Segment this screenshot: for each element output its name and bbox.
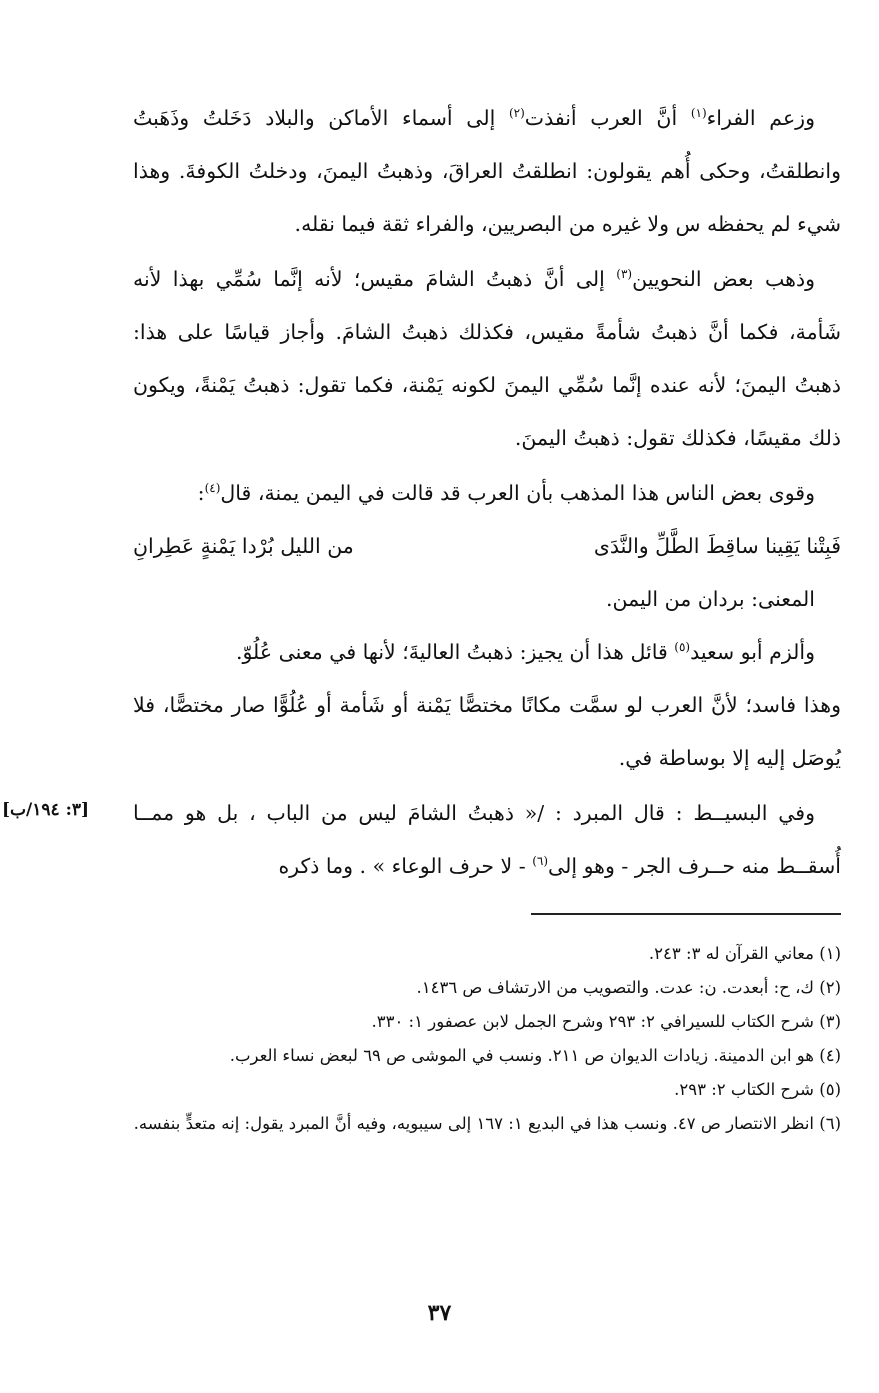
paragraph-1: [133, 92, 841, 251]
poetry-verse: [133, 520, 841, 573]
text-run: :: [197, 481, 205, 505]
footnote-5: (٥) شرح الكتاب ٢: ٢٩٣.: [674, 1080, 841, 1099]
footnote-ref-4: (٤): [204, 481, 221, 496]
footnotes: [133, 937, 841, 1141]
footnote-ref-5: (٥): [674, 640, 691, 655]
text-run: قائل هذا أن يجيز: ذهبتُ العاليةَ؛ لأنها في معنى عُلُوّ.: [235, 640, 675, 664]
text-run: - لا حرف الوعاء » . وما ذكره: [278, 854, 533, 878]
text-run: وفي البسيــط : قال المبرد : /« ذهبتُ الشامَ ليس من الباب ، بل هو ممــا أُسقــط منه حــرف الجر - وهو إلى: [133, 801, 841, 878]
paragraph-3: [133, 467, 841, 520]
page-number: ٣٧: [427, 1300, 452, 1326]
text-run: وقوى بعض الناس هذا المذهب بأن العرب قد قالت في اليمن يمنة، قال: [220, 481, 815, 505]
footnote-1: (١) معاني القرآن له ٣: ٢٤٣.: [648, 944, 841, 963]
footnote-ref-6: (٦): [532, 854, 549, 869]
manuscript-folio-marker: [٣: ١٩٤/ب]: [2, 800, 90, 820]
paragraph-4: [133, 626, 841, 679]
verse-second-hemistich: من الليل بُرْدا يَمْنةٍ عَطِرانِ: [133, 534, 354, 558]
meaning-line: المعنى: بردان من اليمن.: [606, 587, 815, 611]
footnote-2: (٢) ك، ح: أبعدت. ن: عدت. والتصويب من الارتشاف ص ١٤٣٦.: [416, 978, 841, 997]
paragraph-6: [133, 787, 841, 893]
footnote-6: (٦) انظر الانتصار ص ٤٧. ونسب هذا في البديع ١: ١٦٧ إلى سيبويه، وفيه أنَّ المبرد يقول: إنه متعدٍّ بنفسه.: [133, 1114, 841, 1133]
paragraph-2: [133, 253, 841, 465]
text-run: وذهب بعض النحويين: [632, 267, 815, 291]
text-run: إلى أنَّ ذهبتُ الشامَ مقيس؛ لأنه إنَّما سُمِّي بهذا لأنه شَأمة، فكما أنَّ ذهبتُ شأمةً مقيس، فكذلك ذهبتُ الشامَ. وأجاز قياسًا على هذا: ذهبتُ اليمنَ؛ لأنه عنده إنَّما سُمِّي اليمنَ لكونه يَمْنة، فكما تقول: ذهبتُ يَمْنةً، ويكون ذلك مقيسًا، فكذلك تقول: ذهبتُ اليمنَ.: [133, 267, 841, 450]
footnote-3: (٣) شرح الكتاب للسيرافي ٢: ٢٩٣ وشرح الجمل لابن عصفور ١: ٣٣٠.: [371, 1012, 841, 1031]
footnote-ref-1: (١): [690, 106, 707, 121]
footnote-divider: [531, 913, 841, 915]
main-text: [133, 92, 841, 893]
verse-first-hemistich: فَبِتْنا يَقِينا ساقِطَ الطَّلِّ والنَّدَى: [593, 534, 841, 558]
paragraph-5: وهذا فاسد؛ لأنَّ العرب لو سمَّت مكانًا مختصًّا يَمْنة أو شَأمة أو عُلُوًّا صار مختصًّا، فلا يُوصَل إليه إلا بوساطة في.: [133, 693, 841, 770]
text-run: إلى أسماء الأماكن والبلاد دَخَلتُ وذَهَبتُ وانطلقتُ، وحكى أُهم يقولون: انطلقتُ العراقَ، وذهبتُ اليمنَ، ودخلتُ الكوفةَ. وهذا شيء لم يحفظه س ولا غيره من البصريين، والفراء ثقة فيما نقله.: [133, 106, 841, 236]
text-run: وألزم أبو سعيد: [690, 640, 815, 664]
footnote-ref-2: (٢): [508, 106, 525, 121]
footnote-ref-3: (٣): [616, 267, 633, 282]
text-run: وزعم الفراء: [706, 106, 815, 130]
text-run: أنَّ العرب أنفذت: [524, 106, 691, 130]
footnote-4: (٤) هو ابن الدمينة. زيادات الديوان ص ٢١١. ونسب في الموشى ص ٦٩ لبعض نساء العرب.: [229, 1046, 841, 1065]
